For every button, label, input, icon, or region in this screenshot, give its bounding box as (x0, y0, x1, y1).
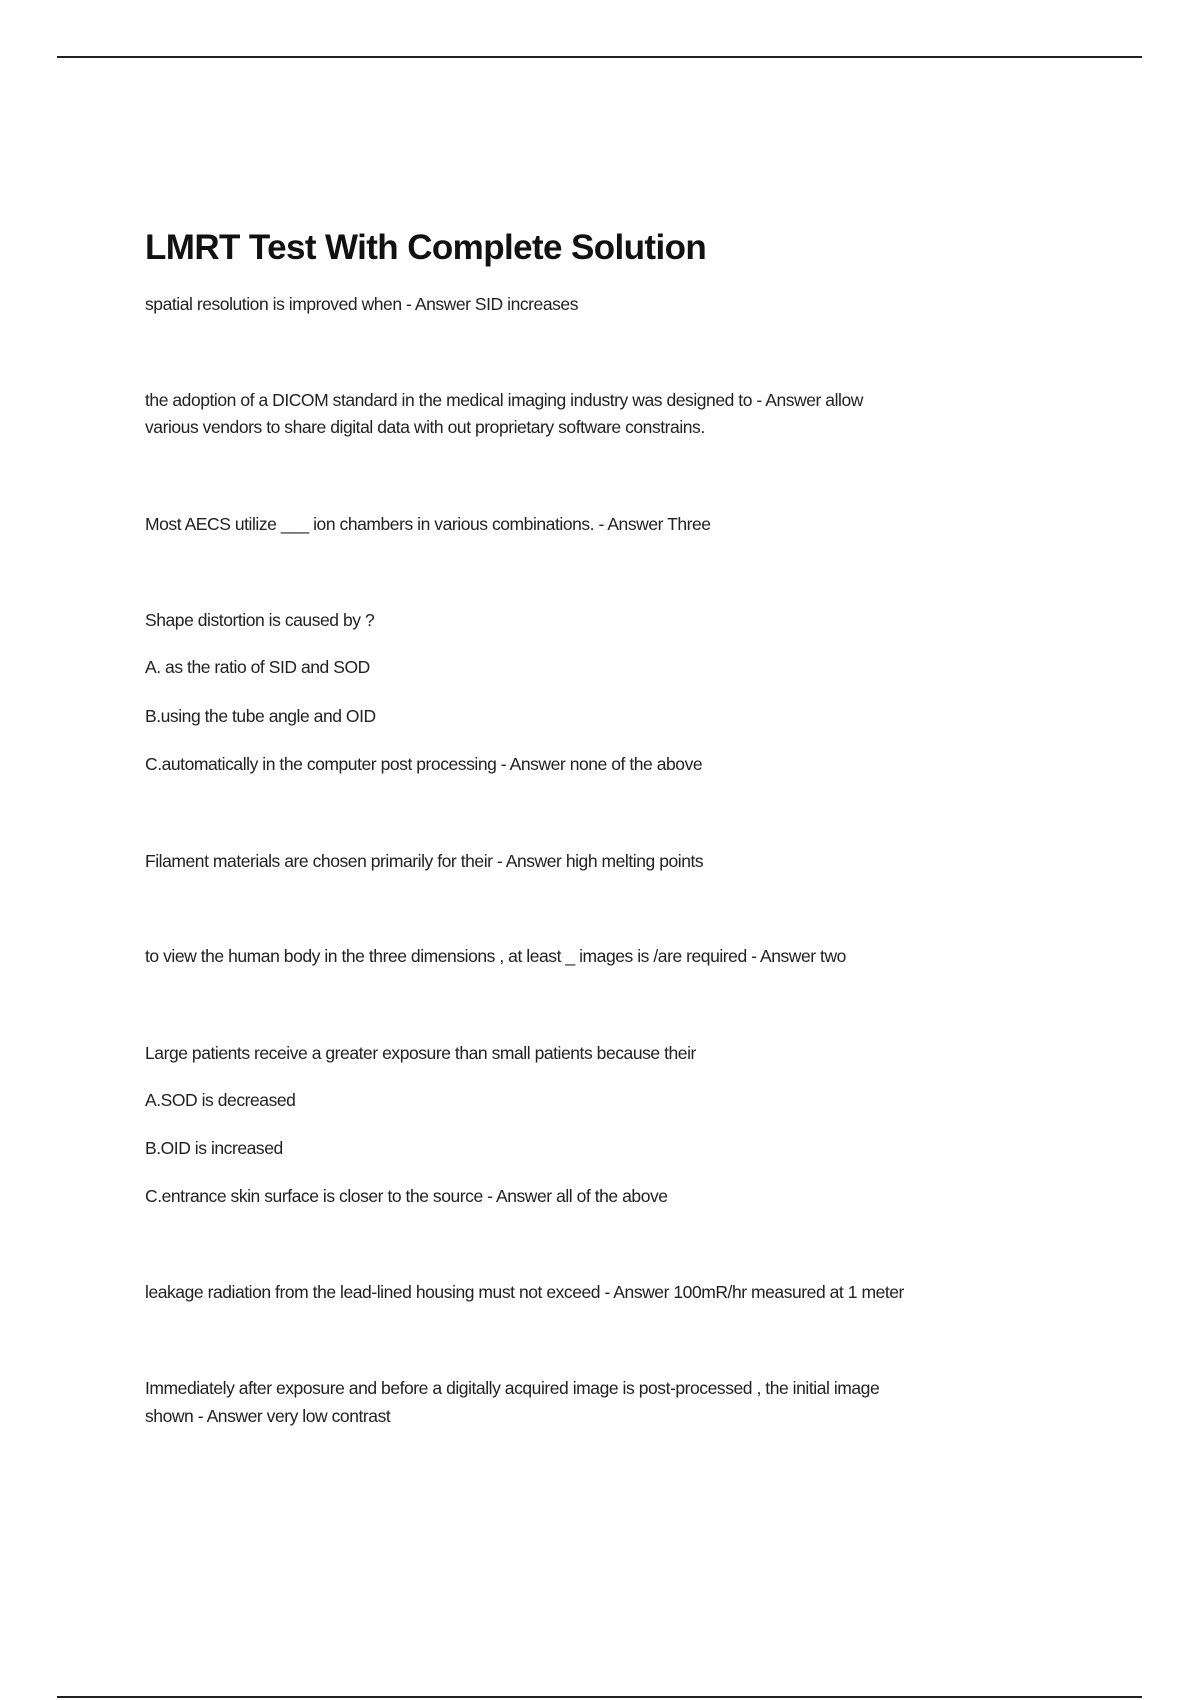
bottom-rule (57, 1696, 1142, 1698)
qa-line: Shape distortion is caused by ? (145, 610, 375, 630)
qa-line: A.SOD is decreased (145, 1090, 296, 1110)
qa-line: shown - Answer very low contrast (145, 1406, 391, 1426)
qa-line: B.OID is increased (145, 1138, 283, 1158)
qa-line: spatial resolution is improved when - Answer SID increases (145, 294, 578, 314)
qa-line: B.using the tube angle and OID (145, 706, 376, 726)
qa-line: Immediately after exposure and before a digitally acquired image is post-processed , the initial image (145, 1378, 880, 1398)
qa-line: Filament materials are chosen primarily for their - Answer high melting points (145, 851, 704, 871)
qa-line: the adoption of a DICOM standard in the medical imaging industry was designed to - Answer allow (145, 390, 863, 410)
top-rule (57, 56, 1142, 58)
qa-line: leakage radiation from the lead-lined housing must not exceed - Answer 100mR/hr measured at 1 meter (145, 1282, 904, 1302)
qa-line: A. as the ratio of SID and SOD (145, 657, 370, 677)
qa-line: to view the human body in the three dimensions , at least _ images is /are required - Answer two (145, 946, 846, 966)
qa-line: C.automatically in the computer post processing - Answer none of the above (145, 754, 703, 774)
qa-line: Most AECS utilize ___ ion chambers in various combinations. - Answer Three (145, 514, 711, 534)
qa-line: C.entrance skin surface is closer to the source - Answer all of the above (145, 1186, 668, 1206)
qa-line: various vendors to share digital data with out proprietary software constrains. (145, 417, 705, 437)
qa-line: Large patients receive a greater exposure than small patients because their (145, 1043, 696, 1063)
document-title: LMRT Test With Complete Solution (145, 228, 707, 267)
